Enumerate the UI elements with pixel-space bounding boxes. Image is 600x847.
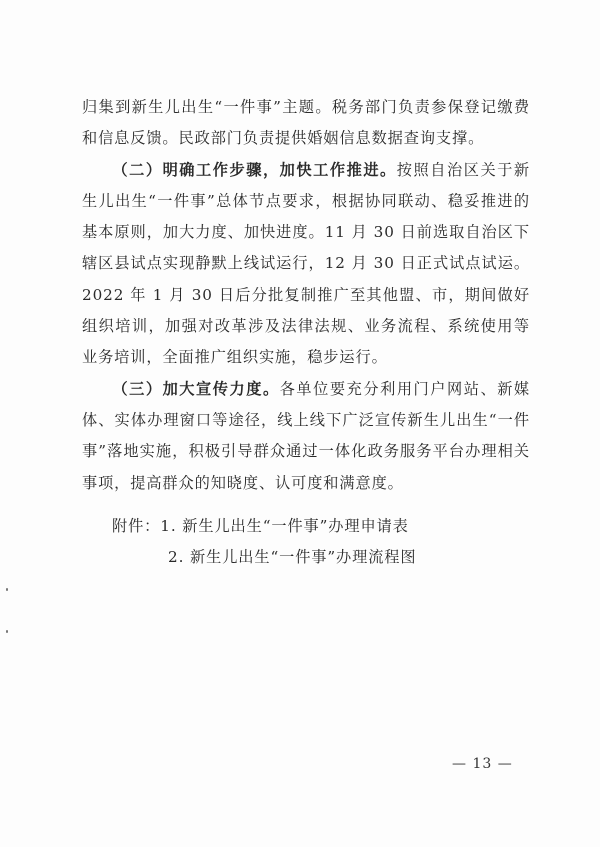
attachments-list	[112, 511, 416, 574]
section-3-paragraph	[82, 374, 530, 499]
attachment-row-2	[112, 542, 416, 573]
section-2-paragraph	[82, 155, 530, 374]
paragraph-continued: 归集到新生儿出生“一件事”主题。税务部门负责参保登记缴费和信息反馈。民政部门负责提供婚姻信息数据查询支撑。	[82, 98, 530, 148]
attachment-item-1: 1. 新生儿出生“一件事”办理申请表	[160, 517, 409, 535]
attachments-label: 附件：	[112, 517, 161, 535]
section-2-heading: （二）明确工作步骤，加快工作推进。	[112, 160, 397, 179]
section-3-body: 各单位要充分利用门户网站、新媒体、实体办理窗口等途径，线上线下广泛宣传新生儿出生“一件事”落地实施，积极引导群众通过一体化政务服务平台办理相关事项，提高群众的知晓度、认可度和满意度。	[82, 379, 531, 492]
scan-speck	[6, 588, 8, 591]
section-3-heading: （三）加大宣传力度。	[112, 379, 280, 398]
attachment-item-2: 2. 新生儿出生“一件事”办理流程图	[168, 548, 417, 567]
attachment-row-1	[112, 511, 416, 542]
section-2-body: 按照自治区关于新生儿出生“一件事”总体节点要求，根据协同联动、稳妥推进的基本原则，加大力度、加快进度。11 月 30 日前选取自治区下辖区县试点实现静默上线试运行，12 月 30 日正式试点试运。2022 年 1 月 30 日后分批复制推广至其他盟、市，期间做好组织培训，加强对改革涉及法律法规、业务流程、系统使用等业务培训，全面推广组织实施，稳步运行。	[82, 160, 530, 367]
document-body	[82, 92, 530, 499]
page-number: — 13 —	[452, 756, 513, 772]
scan-speck	[6, 630, 8, 633]
